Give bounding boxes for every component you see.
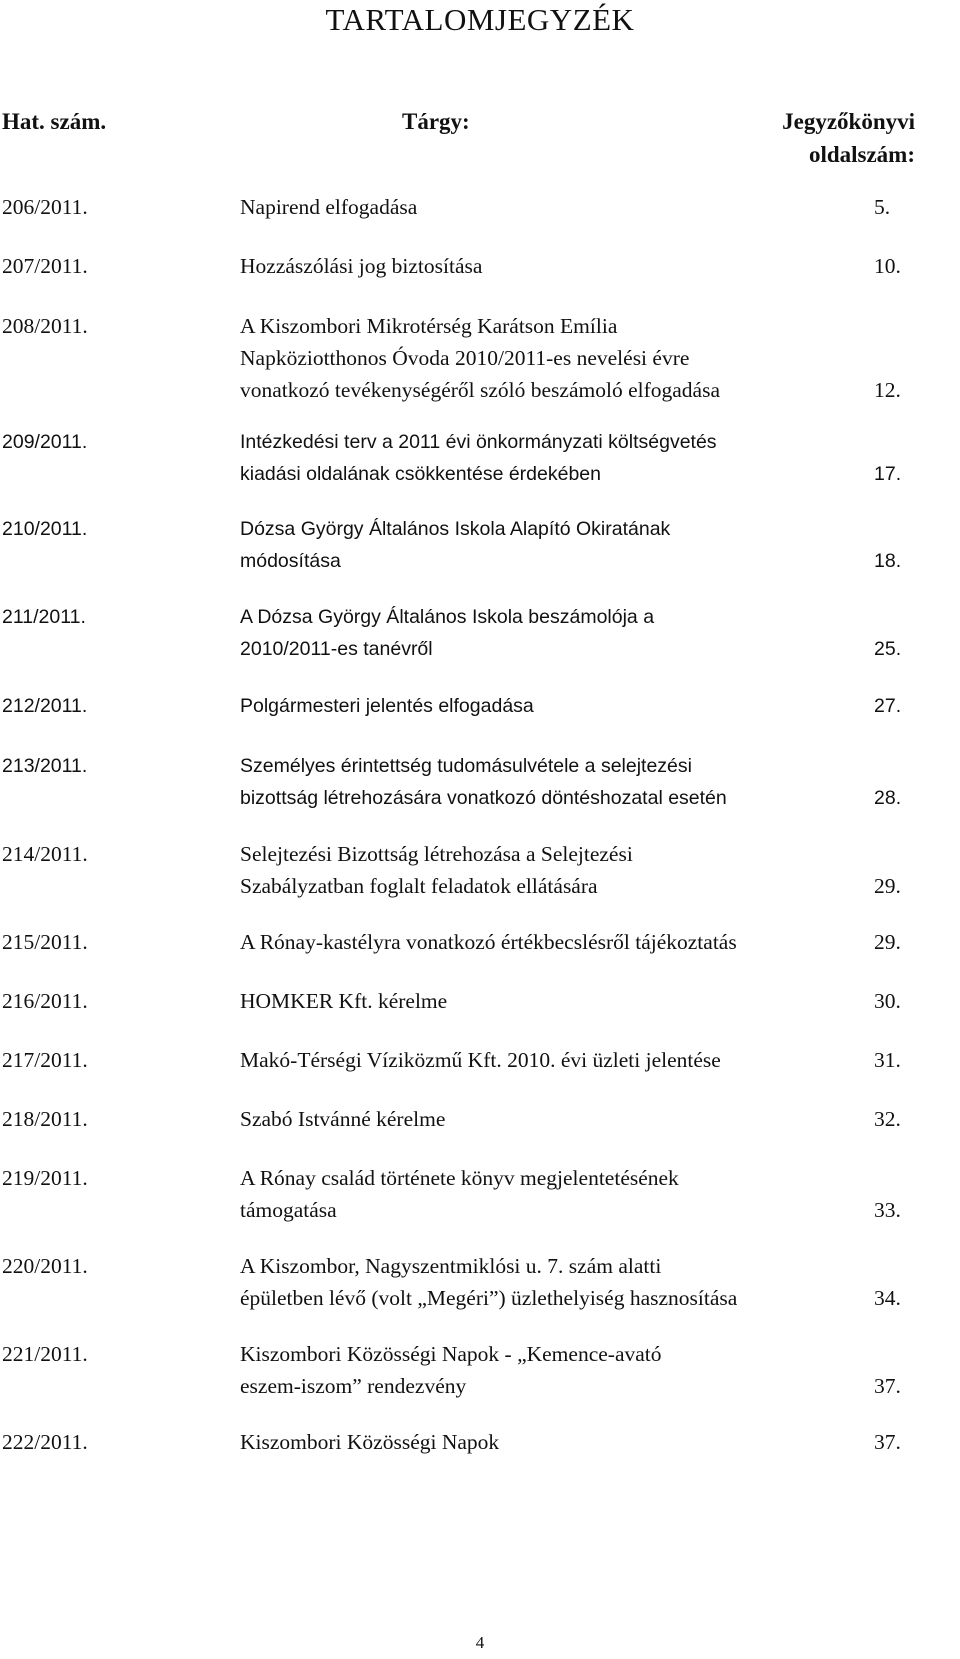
minutes-page-number: 28.	[874, 787, 902, 809]
minutes-page-number: 18.	[874, 550, 902, 572]
subject-line: A Dózsa György Általános Iskola beszámolója a	[240, 606, 655, 628]
resolution-subject	[240, 191, 880, 223]
minutes-page-number: 29.	[874, 874, 901, 898]
resolution-subject	[240, 750, 880, 814]
resolution-number: 215/2011.	[2, 930, 88, 954]
resolution-number: 213/2011.	[2, 755, 88, 777]
resolution-number: 214/2011.	[2, 842, 88, 866]
toc-entry	[0, 426, 960, 490]
subject-line: módosítása	[240, 550, 341, 572]
resolution-subject	[240, 985, 880, 1017]
minutes-page-number: 34.	[874, 1286, 901, 1310]
minutes-page-number: 25.	[874, 638, 902, 660]
toc-entry	[0, 690, 960, 722]
resolution-subject	[240, 250, 880, 282]
subject-line: Szabályzatban foglalt feladatok ellátására	[240, 874, 598, 898]
subject-line: kiadási oldalának csökkentése érdekében	[240, 463, 601, 485]
resolution-number: 222/2011.	[2, 1430, 88, 1454]
toc-entry	[0, 310, 960, 406]
subject-line: Személyes érintettség tudomásulvétele a selejtezési	[240, 755, 692, 777]
resolution-subject	[240, 426, 880, 490]
subject-line: eszem-iszom” rendezvény	[240, 1374, 467, 1398]
page-number: 4	[475, 1633, 485, 1652]
resolution-number: 217/2011.	[2, 1048, 88, 1072]
document-title: TARTALOMJEGYZÉK	[325, 2, 635, 37]
toc-entry	[0, 1338, 960, 1402]
subject-line: A Kiszombori Mikrotérség Karátson Emília	[240, 314, 618, 338]
resolution-number: 216/2011.	[2, 989, 88, 1013]
toc-entry	[0, 1044, 960, 1076]
minutes-page-number: 30.	[874, 989, 901, 1013]
minutes-page-number: 37.	[874, 1374, 901, 1398]
resolution-subject	[240, 838, 880, 902]
resolution-subject	[240, 1162, 880, 1226]
subject-line: Kiszombori Közösségi Napok	[240, 1430, 500, 1454]
toc-entry	[0, 513, 960, 577]
subject-line: Makó-Térségi Víziközmű Kft. 2010. évi üzleti jelentése	[240, 1048, 721, 1072]
minutes-page-number: 12.	[874, 378, 901, 402]
minutes-page-number: 31.	[874, 1048, 901, 1072]
minutes-page-number: 33.	[874, 1198, 901, 1222]
resolution-number: 221/2011.	[2, 1342, 88, 1366]
subject-line: Intézkedési terv a 2011 évi önkormányzati költségvetés	[240, 431, 717, 453]
header-number: Hat. szám.	[2, 109, 107, 134]
resolution-number: 210/2011.	[2, 518, 88, 540]
subject-line: Selejtezési Bizottság létrehozása a Selejtezési	[240, 842, 633, 866]
resolution-number: 206/2011.	[2, 195, 88, 219]
header-page	[782, 105, 915, 171]
resolution-subject	[240, 926, 880, 958]
resolution-subject	[240, 513, 880, 577]
toc-entry	[0, 838, 960, 902]
subject-line: bizottság létrehozására vonatkozó döntéshozatal esetén	[240, 787, 727, 809]
toc-entry	[0, 1103, 960, 1135]
minutes-page-number: 37.	[874, 1430, 901, 1454]
subject-line: Kiszombori Közösségi Napok - „Kemence-avató	[240, 1342, 662, 1366]
toc-entry	[0, 750, 960, 814]
resolution-number: 220/2011.	[2, 1254, 88, 1278]
minutes-page-number: 27.	[874, 695, 902, 717]
toc-entry	[0, 191, 960, 223]
resolution-number: 212/2011.	[2, 695, 88, 717]
subject-line: vonatkozó tevékenységéről szóló beszámoló elfogadása	[240, 378, 720, 402]
subject-line: Szabó Istvánné kérelme	[240, 1107, 446, 1131]
subject-line: Napköziotthonos Óvoda 2010/2011-es nevelési évre	[240, 346, 690, 370]
subject-line: A Rónay család története könyv megjelentetésének	[240, 1166, 679, 1190]
subject-line: HOMKER Kft. kérelme	[240, 989, 448, 1013]
minutes-page-number: 29.	[874, 930, 901, 954]
toc-entry	[0, 926, 960, 958]
toc-entry	[0, 601, 960, 665]
subject-line: 2010/2011-es tanévről	[240, 638, 433, 660]
subject-line: Polgármesteri jelentés elfogadása	[240, 695, 534, 717]
resolution-subject	[240, 1103, 880, 1135]
toc-entry	[0, 1162, 960, 1226]
resolution-subject	[240, 601, 880, 665]
resolution-number: 209/2011.	[2, 431, 88, 453]
resolution-subject	[240, 1250, 880, 1314]
subject-line: Dózsa György Általános Iskola Alapító Okiratának	[240, 518, 671, 540]
subject-line: A Rónay-kastélyra vonatkozó értékbecslésről tájékoztatás	[240, 930, 737, 954]
subject-line: Napirend elfogadása	[240, 195, 418, 219]
subject-line: Hozzászólási jog biztosítása	[240, 254, 483, 278]
resolution-subject	[240, 1338, 880, 1402]
resolution-subject	[240, 1044, 880, 1076]
subject-line: épületben lévő (volt „Megéri”) üzlethelyiség hasznosítása	[240, 1286, 738, 1310]
resolution-subject	[240, 310, 880, 406]
subject-line: A Kiszombor, Nagyszentmiklósi u. 7. szám alatti	[240, 1254, 662, 1278]
resolution-subject	[240, 690, 880, 722]
minutes-page-number: 32.	[874, 1107, 901, 1131]
header-page-line1: Jegyzőkönyvi	[782, 109, 915, 134]
toc-entry	[0, 1426, 960, 1458]
resolution-number: 219/2011.	[2, 1166, 88, 1190]
toc-entry	[0, 985, 960, 1017]
subject-line: támogatása	[240, 1198, 337, 1222]
minutes-page-number: 10.	[874, 254, 901, 278]
toc-entry	[0, 250, 960, 282]
resolution-number: 218/2011.	[2, 1107, 88, 1131]
resolution-number: 211/2011.	[2, 606, 86, 628]
header-page-line2: oldalszám:	[808, 142, 915, 167]
resolution-subject	[240, 1426, 880, 1458]
resolution-number: 207/2011.	[2, 254, 88, 278]
toc-entry	[0, 1250, 960, 1314]
minutes-page-number: 17.	[874, 463, 902, 485]
header-subject: Tárgy:	[402, 109, 470, 134]
resolution-number: 208/2011.	[2, 314, 88, 338]
minutes-page-number: 5.	[874, 195, 891, 219]
